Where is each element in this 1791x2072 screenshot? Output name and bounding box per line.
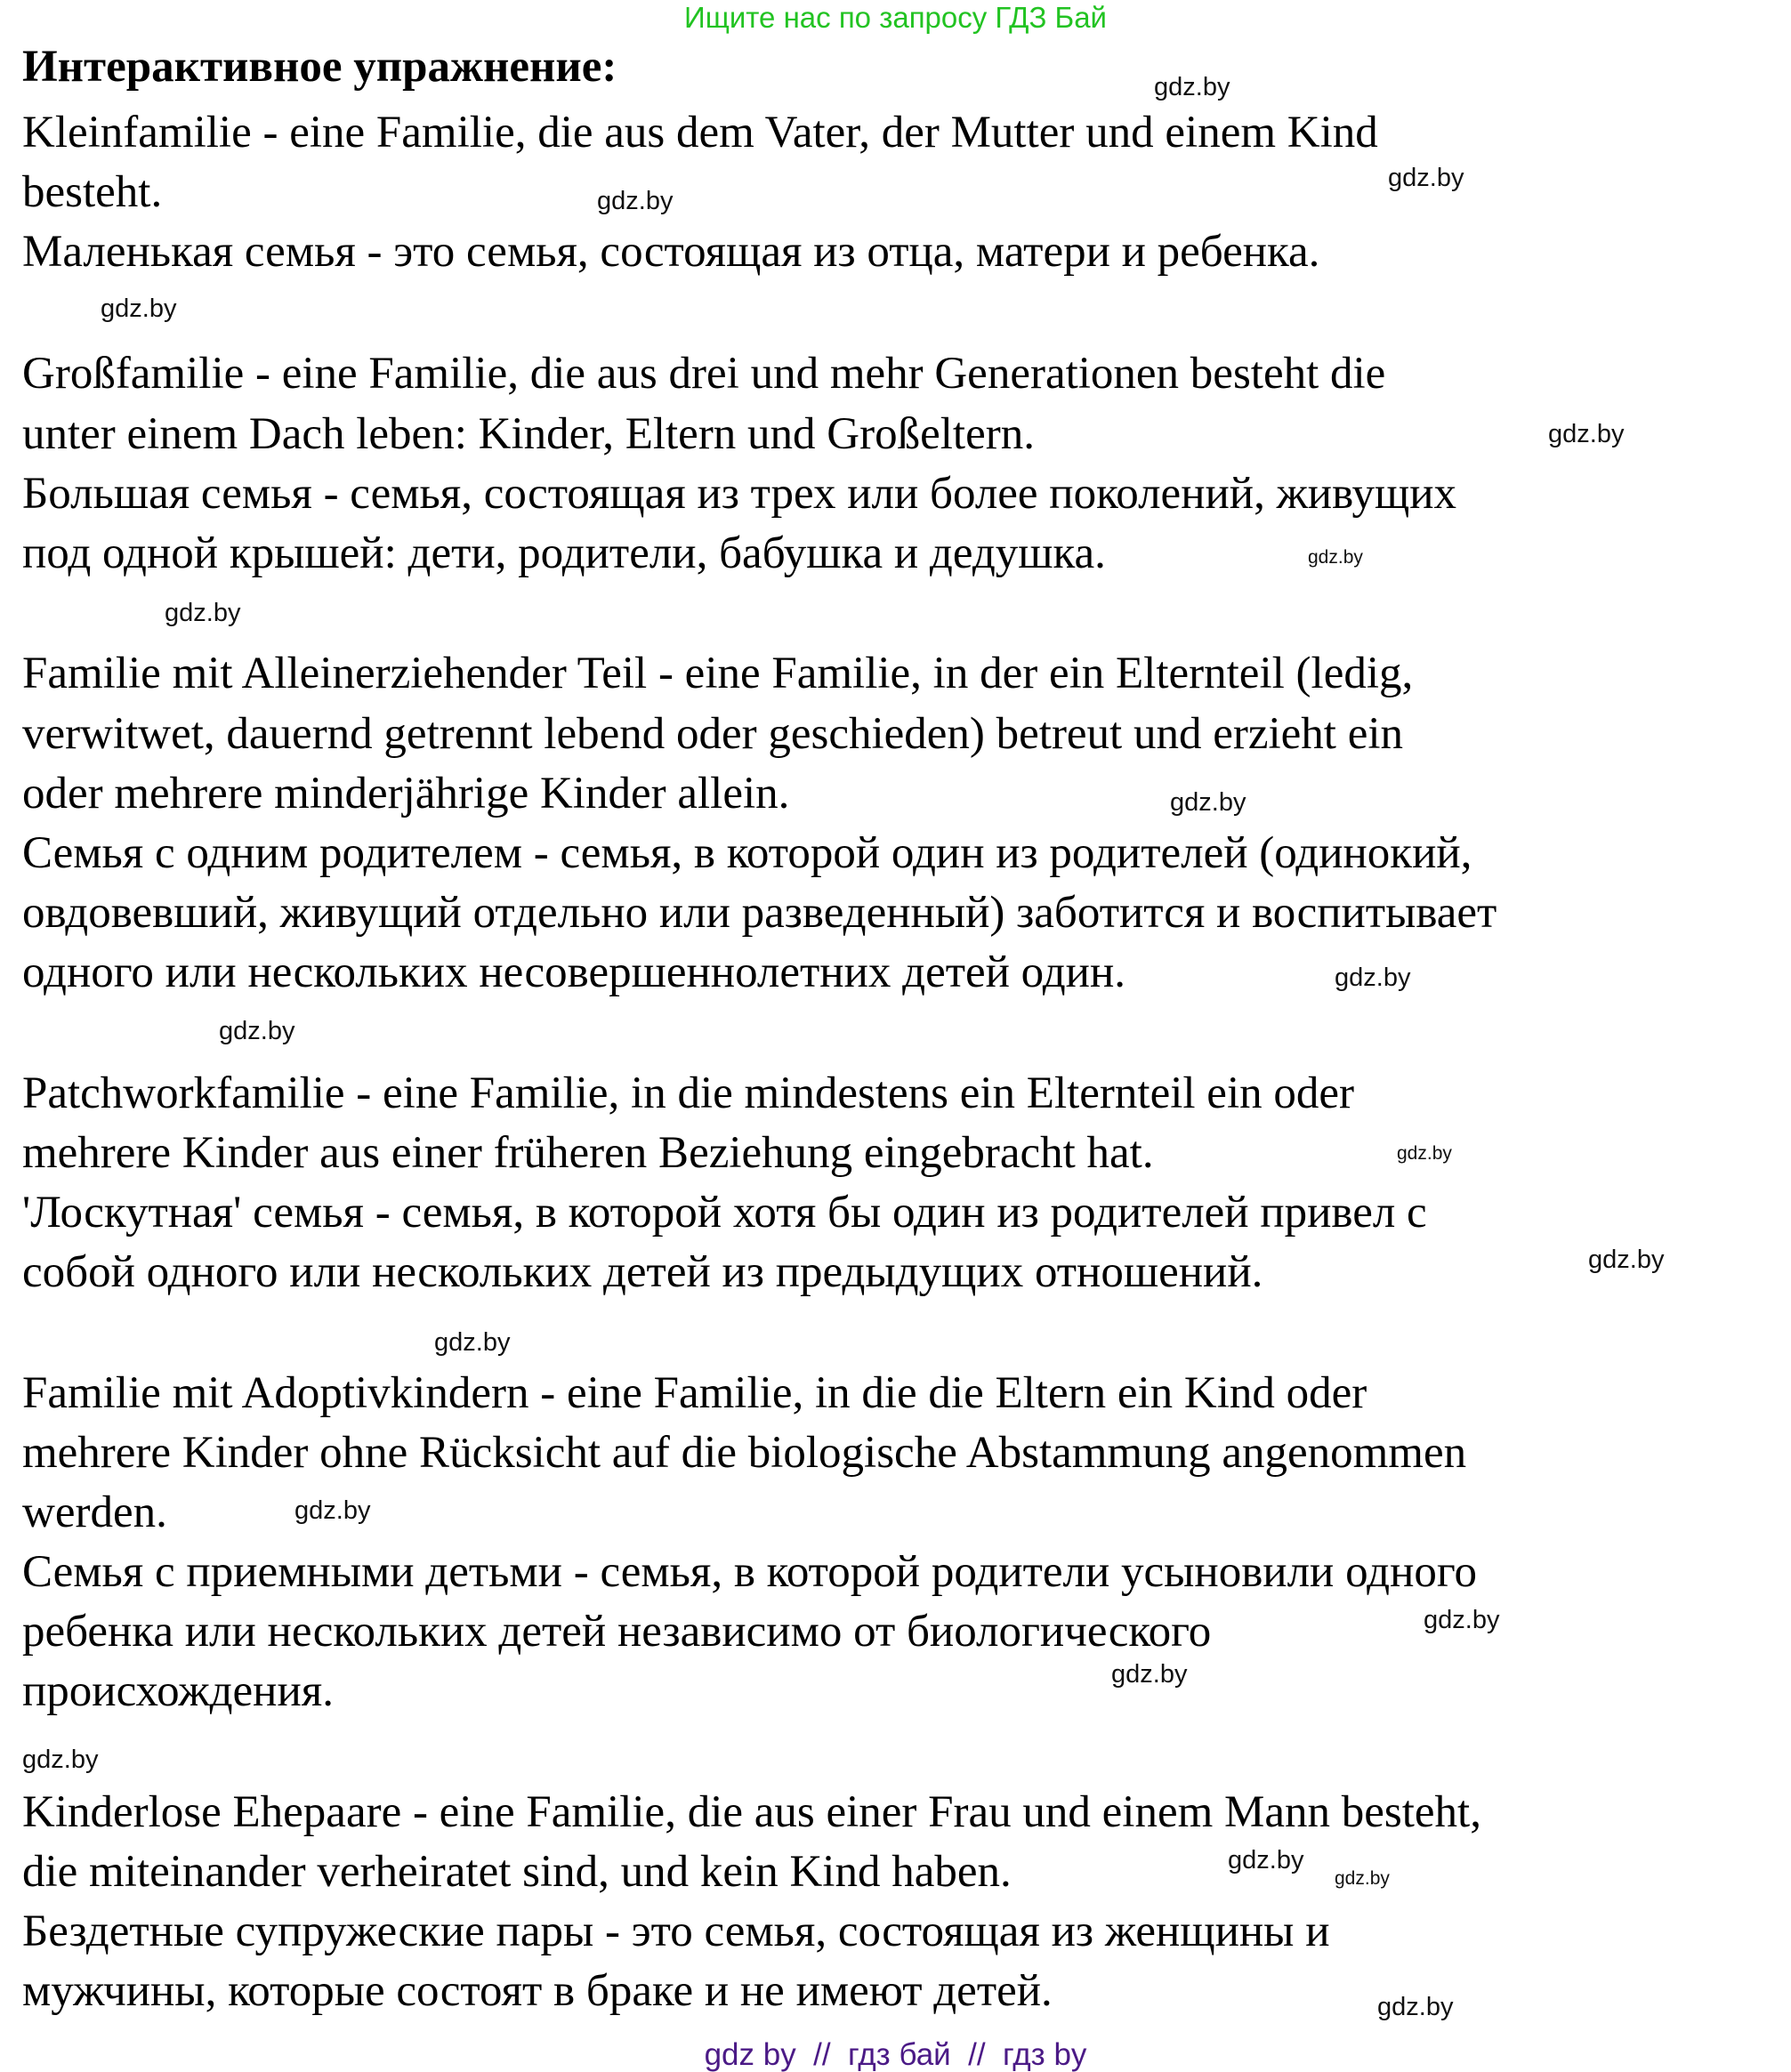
text-line: Kinderlose Ehepaare - eine Familie, die aus einer Frau und einem Mann besteht,: [22, 1787, 1481, 1837]
watermark: gdz.by: [1154, 73, 1230, 101]
text-line: Семья с приемными детьми - семья, в которой родители усыновили одного: [22, 1547, 1478, 1597]
text-line: Patchworkfamilie - eine Familie, in die mindestens ein Elternteil ein oder: [22, 1068, 1354, 1118]
text-line: Большая семья - семья, состоящая из трех или более поколений, живущих: [22, 469, 1457, 519]
text-line: Familie mit Alleinerziehender Teil - eine Familie, in der ein Elternteil (ledig,: [22, 649, 1414, 698]
text-line: mehrere Kinder ohne Rücksicht auf die biologische Abstammung angenommen: [22, 1428, 1467, 1478]
text-line: собой одного или нескольких детей из предыдущих отношений.: [22, 1247, 1263, 1297]
text-line: одного или нескольких несовершеннолетних детей один.: [22, 947, 1125, 997]
text-line: Бездетные супружеские пары - это семья, состоящая из женщины и: [22, 1907, 1330, 1956]
search-hint-header: Ищите нас по запросу ГДЗ Бай: [684, 1, 1107, 34]
watermark: gdz.by: [597, 187, 674, 215]
text-line: Kleinfamilie - eine Familie, die aus dem Vater, der Mutter und einem Kind: [22, 108, 1378, 157]
watermark: gdz.by: [294, 1496, 371, 1525]
footer-links: gdz by // гдз бай // гдз by: [704, 2037, 1087, 2072]
text-line: oder mehrere minderjährige Kinder allein.: [22, 769, 790, 818]
watermark: gdz.by: [219, 1017, 295, 1045]
text-line: mehrere Kinder aus einer früheren Beziehung eingebracht hat.: [22, 1128, 1154, 1178]
text-line: Großfamilie - eine Familie, die aus drei und mehr Generationen besteht die: [22, 349, 1386, 399]
watermark: gdz.by: [1308, 547, 1363, 568]
watermark: gdz.by: [434, 1328, 511, 1357]
text-line: происхождения.: [22, 1666, 334, 1716]
text-line: мужчины, которые состоят в браке и не имеют детей.: [22, 1966, 1053, 2016]
watermark: gdz.by: [1397, 1143, 1452, 1164]
text-line: ребенка или нескольких детей независимо от биологического: [22, 1607, 1212, 1657]
text-line: besteht.: [22, 167, 163, 217]
watermark: gdz.by: [1170, 788, 1246, 817]
watermark: gdz.by: [1424, 1606, 1500, 1634]
text-line: verwitwet, dauernd getrennt lebend oder geschieden) betreut und erzieht ein: [22, 709, 1404, 759]
text-line: Familie mit Adoptivkindern - eine Familie, in die die Eltern ein Kind oder: [22, 1368, 1367, 1418]
watermark: gdz.by: [1377, 1993, 1454, 2021]
watermark: gdz.by: [1335, 1868, 1390, 1889]
watermark: gdz.by: [1228, 1846, 1304, 1874]
watermark: gdz.by: [1588, 1246, 1665, 1274]
text-line: unter einem Dach leben: Kinder, Eltern und Großeltern.: [22, 409, 1035, 459]
watermark: gdz.by: [165, 599, 241, 627]
text-line: die miteinander verheiratet sind, und kein Kind haben.: [22, 1847, 1012, 1897]
text-line: Семья с одним родителем - семья, в которой один из родителей (одинокий,: [22, 828, 1472, 878]
text-line: Маленькая семья - это семья, состоящая из отца, матери и ребенка.: [22, 227, 1320, 277]
text-line: под одной крышей: дети, родители, бабушка и дедушка.: [22, 528, 1106, 578]
text-line: werden.: [22, 1487, 167, 1537]
watermark: gdz.by: [22, 1745, 99, 1774]
watermark: gdz.by: [1388, 164, 1464, 192]
watermark: gdz.by: [1335, 963, 1411, 992]
exercise-title: Интерактивное упражнение:: [22, 42, 617, 92]
text-line: овдовевший, живущий отдельно или разведенный) заботится и воспитывает: [22, 888, 1497, 938]
watermark: gdz.by: [1111, 1660, 1188, 1689]
watermark: gdz.by: [101, 294, 177, 323]
text-line: 'Лоскутная' семья - семья, в которой хотя бы один из родителей привел с: [22, 1188, 1427, 1238]
watermark: gdz.by: [1548, 420, 1625, 448]
